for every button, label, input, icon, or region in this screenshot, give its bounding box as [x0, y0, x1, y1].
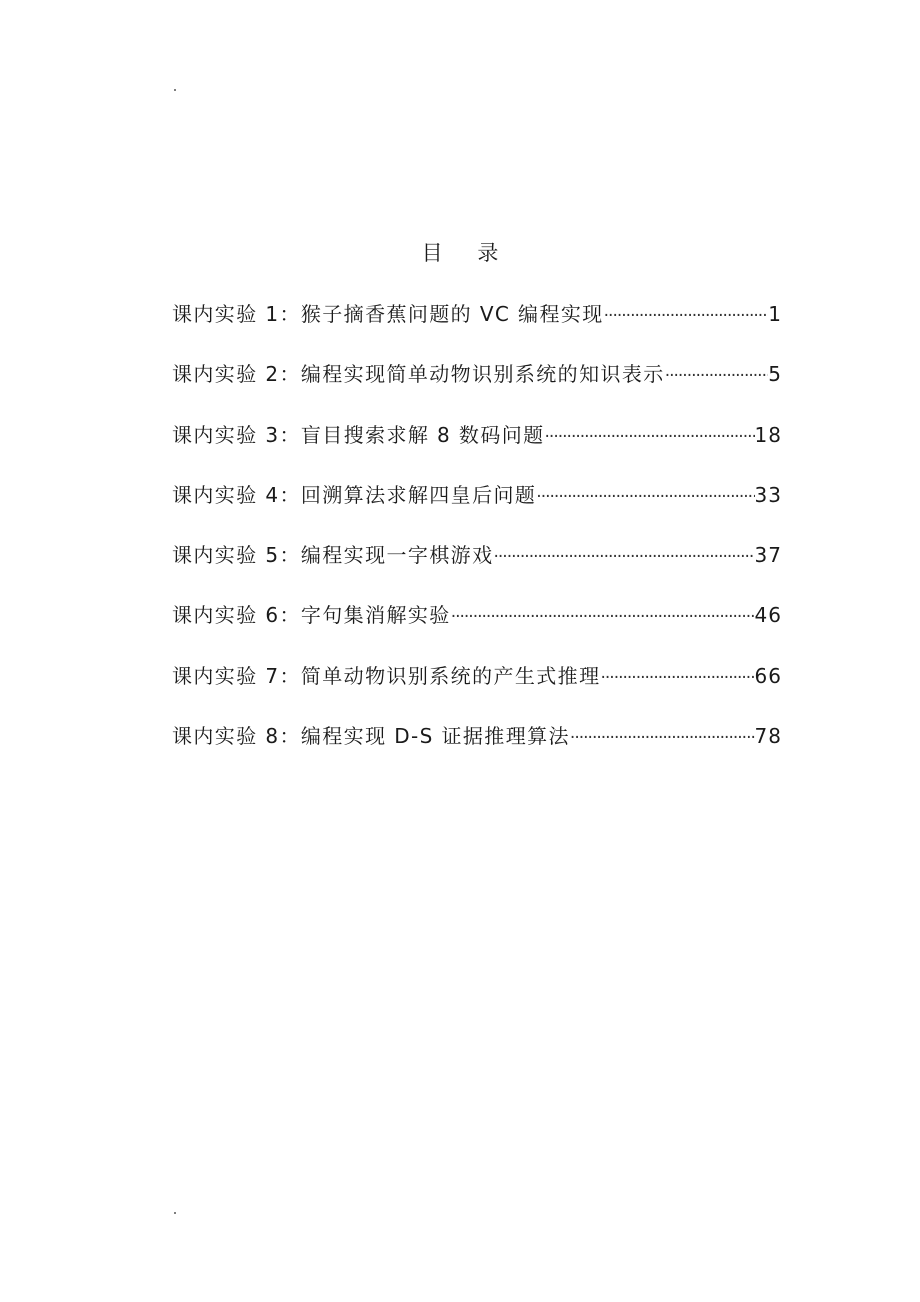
toc-entry-3[interactable] — [172, 418, 782, 478]
toc-leader-dots — [536, 480, 754, 514]
toc-entry-text: 课内实验 4：回溯算法求解四皇后问题 — [172, 482, 537, 507]
toc-entry-2[interactable] — [172, 357, 782, 417]
toc-entry-1[interactable] — [172, 297, 782, 357]
toc-leader-dots — [600, 661, 754, 695]
toc-entry-4[interactable] — [172, 478, 782, 538]
toc-title: 目 录 — [421, 241, 513, 265]
toc-entry-text: 课内实验 1：猴子摘香蕉问题的 VC 编程实现 — [172, 302, 604, 326]
toc-leader-dots — [493, 540, 754, 574]
toc-entry-5[interactable] — [172, 538, 782, 598]
page-corner-mark-top — [174, 89, 176, 91]
toc-entry-text: 课内实验 7：简单动物识别系统的产生式推理 — [172, 663, 601, 688]
toc-entry-8[interactable] — [172, 719, 782, 779]
toc-leader-dots — [604, 299, 769, 333]
toc-entry-text: 课内实验 6：字句集消解实验 — [172, 603, 451, 628]
toc-entry-text: 课内实验 3：盲目搜索求解 8 数码问题 — [172, 422, 545, 447]
toc-leader-dots — [570, 721, 755, 755]
page-corner-mark-bottom — [174, 1212, 176, 1214]
toc-page-number: 37 — [754, 543, 782, 568]
toc-entry-text: 课内实验 8：编程实现 D-S 证据推理算法 — [172, 724, 570, 749]
toc-entry-text: 课内实验 2：编程实现简单动物识别系统的知识表示 — [172, 362, 665, 387]
toc-page-number: 5 — [768, 362, 782, 387]
toc-page-number: 66 — [754, 663, 782, 688]
toc-entry-text: 课内实验 5：编程实现一字棋游戏 — [172, 543, 494, 568]
toc-leader-dots — [665, 359, 769, 393]
toc-page-number: 33 — [754, 482, 782, 507]
toc-leader-dots — [451, 600, 755, 634]
toc-page-number: 78 — [754, 724, 782, 749]
toc-entry-6[interactable] — [172, 598, 782, 658]
toc-page-number: 1 — [768, 302, 782, 326]
toc-leader-dots — [545, 420, 755, 454]
toc-entry-7[interactable] — [172, 659, 782, 719]
toc-page-number: 46 — [754, 603, 782, 628]
toc-page-number: 18 — [754, 422, 782, 447]
table-of-contents — [172, 297, 782, 779]
